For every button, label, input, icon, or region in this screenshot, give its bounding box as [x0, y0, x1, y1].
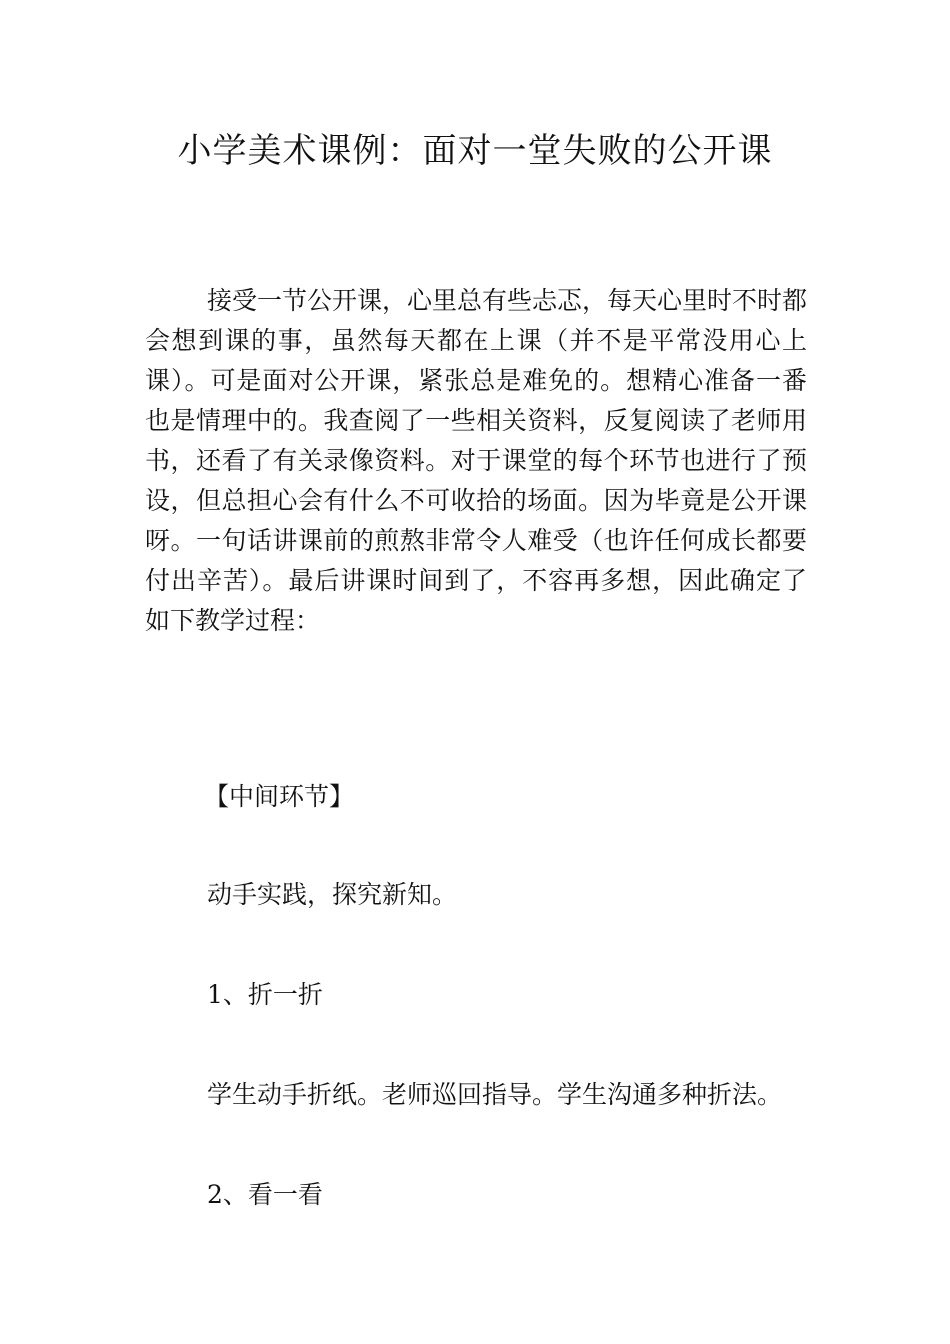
- step1-description: 学生动手折纸。老师巡回指导。学生沟通多种折法。: [207, 1080, 783, 1109]
- step1-title: 1、折一折: [207, 980, 323, 1009]
- practice-line: 动手实践，探究新知。: [207, 880, 458, 909]
- step2-title: 2、看一看: [207, 1180, 323, 1209]
- section-heading: 【中间环节】: [204, 782, 355, 811]
- intro-paragraph: 接受一节公开课，心里总有些忐忑，每天心里时不时都会想到课的事，虽然每天都在上课（并不是平常没用心上课）。可是面对公开课，紧张总是难免的。想精心准备一番也是情理中的。我查阅了一些相关资料，反复阅读了老师用书，还看了有关录像资料。对于课堂的每个环节也进行了预设，但总担心会有什么不可收拾的场面。因为毕竟是公开课呀。一句话讲课前的煎熬非常令人难受（也许任何成长都要付出辛苦）。最后讲课时间到了，不容再多想，因此确定了如下教学过程：: [145, 286, 808, 635]
- document-title: 小学美术课例：面对一堂失败的公开课: [177, 131, 773, 171]
